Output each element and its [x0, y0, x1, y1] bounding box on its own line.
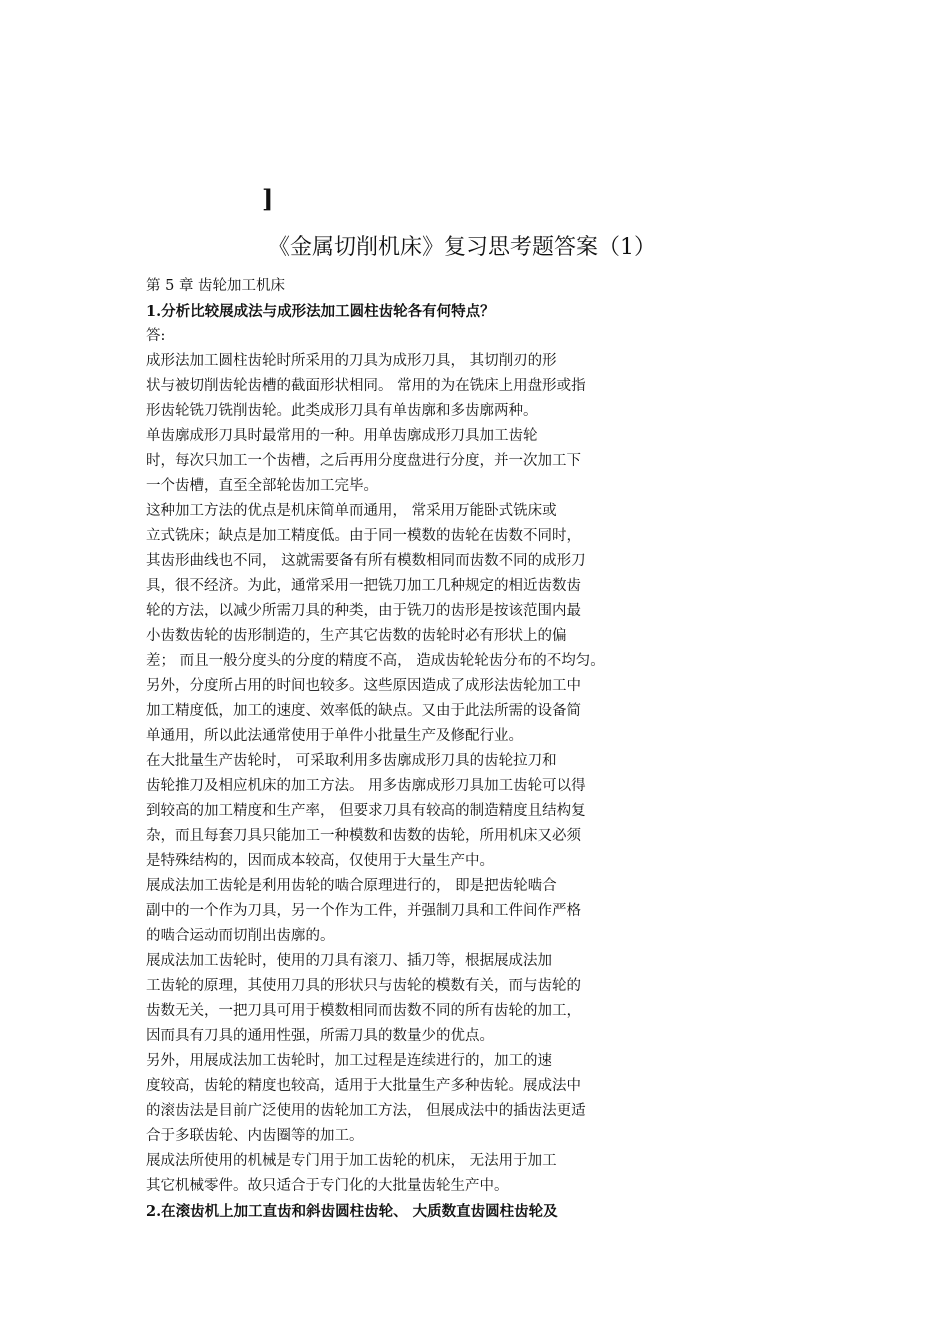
body-text-line: 合于多联齿轮、内齿圈等的加工。: [146, 1128, 364, 1144]
document-title: 《金属切削机床》复习思考题答案（1）: [268, 235, 656, 260]
body-text-line: 杂，而且每套刀具只能加工一种模数和齿数的齿轮，所用机床又必须: [146, 828, 581, 844]
body-text-line: 一个齿槽，直至全部轮齿加工完毕。: [146, 478, 378, 494]
body-text-line: 齿轮推刀及相应机床的加工方法。 用多齿廓成形刀具加工齿轮可以得: [146, 778, 586, 794]
body-text-line: 在大批量生产齿轮时， 可采取利用多齿廓成形刀具的齿轮拉刀和: [146, 753, 557, 769]
body-text-line: 成形法加工圆柱齿轮时所采用的刀具为成形刀具， 其切削刃的形: [146, 353, 557, 369]
body-text-line: 的啮合运动而切削出齿廓的。: [146, 928, 335, 944]
body-text-line: 副中的一个作为刀具，另一个作为工件，并强制刀具和工件间作严格: [146, 903, 581, 919]
body-text-line: 齿数无关，一把刀具可用于模数相同而齿数不同的所有齿轮的加工，: [146, 1003, 581, 1019]
body-text-line: 度较高，齿轮的精度也较高，适用于大批量生产多种齿轮。展成法中: [146, 1078, 581, 1094]
body-text-line: 展成法加工齿轮是利用齿轮的啮合原理进行的， 即是把齿轮啮合: [146, 878, 557, 894]
body-text-line: 其它机械零件。故只适合于专门化的大批量齿轮生产中。: [146, 1178, 509, 1194]
body-text-line: 时，每次只加工一个齿槽，之后再用分度盘进行分度，并一次加工下: [146, 453, 581, 469]
stray-bracket: ]: [262, 184, 274, 213]
body-text-line: 展成法所使用的机械是专门用于加工齿轮的机床， 无法用于加工: [146, 1153, 557, 1169]
body-text-line: 的滚齿法是目前广泛使用的齿轮加工方法， 但展成法中的插齿法更适: [146, 1103, 586, 1119]
body-text-line: 第 5 章 齿轮加工机床: [146, 278, 286, 294]
body-text-line: 这种加工方法的优点是机床简单而通用， 常采用万能卧式铣床或: [146, 503, 557, 519]
question-heading: 2.在滚齿机上加工直齿和斜齿圆柱齿轮、 大质数直齿圆柱齿轮及: [146, 1203, 558, 1220]
document-body: [146, 274, 706, 1224]
body-text-line: 因而具有刀具的通用性强，所需刀具的数量少的优点。: [146, 1028, 494, 1044]
body-text-line: 单齿廓成形刀具时最常用的一种。用单齿廓成形刀具加工齿轮: [146, 428, 538, 444]
body-text-line: 工齿轮的原理，其使用刀具的形状只与齿轮的模数有关，而与齿轮的: [146, 978, 581, 994]
body-text-line: 立式铣床；缺点是加工精度低。由于同一模数的齿轮在齿数不同时，: [146, 528, 581, 544]
body-text-line: 其齿形曲线也不同， 这就需要备有所有模数相同而齿数不同的成形刀: [146, 553, 586, 569]
body-text-line: 轮的方法，以减少所需刀具的种类，由于铣刀的齿形是按该范围内最: [146, 603, 581, 619]
body-text-line: 单通用，所以此法通常使用于单件小批量生产及修配行业。: [146, 728, 523, 744]
body-text-line: 答:: [146, 328, 166, 344]
question-heading: 1.分析比较展成法与成形法加工圆柱齿轮各有何特点？: [146, 303, 495, 320]
body-text-line: 另外，分度所占用的时间也较多。这些原因造成了成形法齿轮加工中: [146, 678, 581, 694]
body-text-line: 到较高的加工精度和生产率， 但要求刀具有较高的制造精度且结构复: [146, 803, 586, 819]
body-text-line: 另外，用展成法加工齿轮时，加工过程是连续进行的，加工的速: [146, 1053, 552, 1069]
body-text-line: 状与被切削齿轮齿槽的截面形状相同。 常用的为在铣床上用盘形或指: [146, 378, 586, 394]
body-text-line: 差； 而且一般分度头的分度的精度不高， 造成齿轮轮齿分布的不均匀。: [146, 653, 605, 669]
body-text-line: 小齿数齿轮的齿形制造的，生产其它齿数的齿轮时必有形状上的偏: [146, 628, 567, 644]
body-text-line: 加工精度低，加工的速度、效率低的缺点。又由于此法所需的设备简: [146, 703, 581, 719]
body-text-line: 展成法加工齿轮时，使用的刀具有滚刀、插刀等，根据展成法加: [146, 953, 552, 969]
body-text-line: 是特殊结构的，因而成本较高，仅使用于大量生产中。: [146, 853, 494, 869]
body-text-line: 形齿轮铣刀铣削齿轮。此类成形刀具有单齿廓和多齿廓两种。: [146, 403, 538, 419]
body-text-line: 具，很不经济。为此，通常采用一把铣刀加工几种规定的相近齿数齿: [146, 578, 581, 594]
